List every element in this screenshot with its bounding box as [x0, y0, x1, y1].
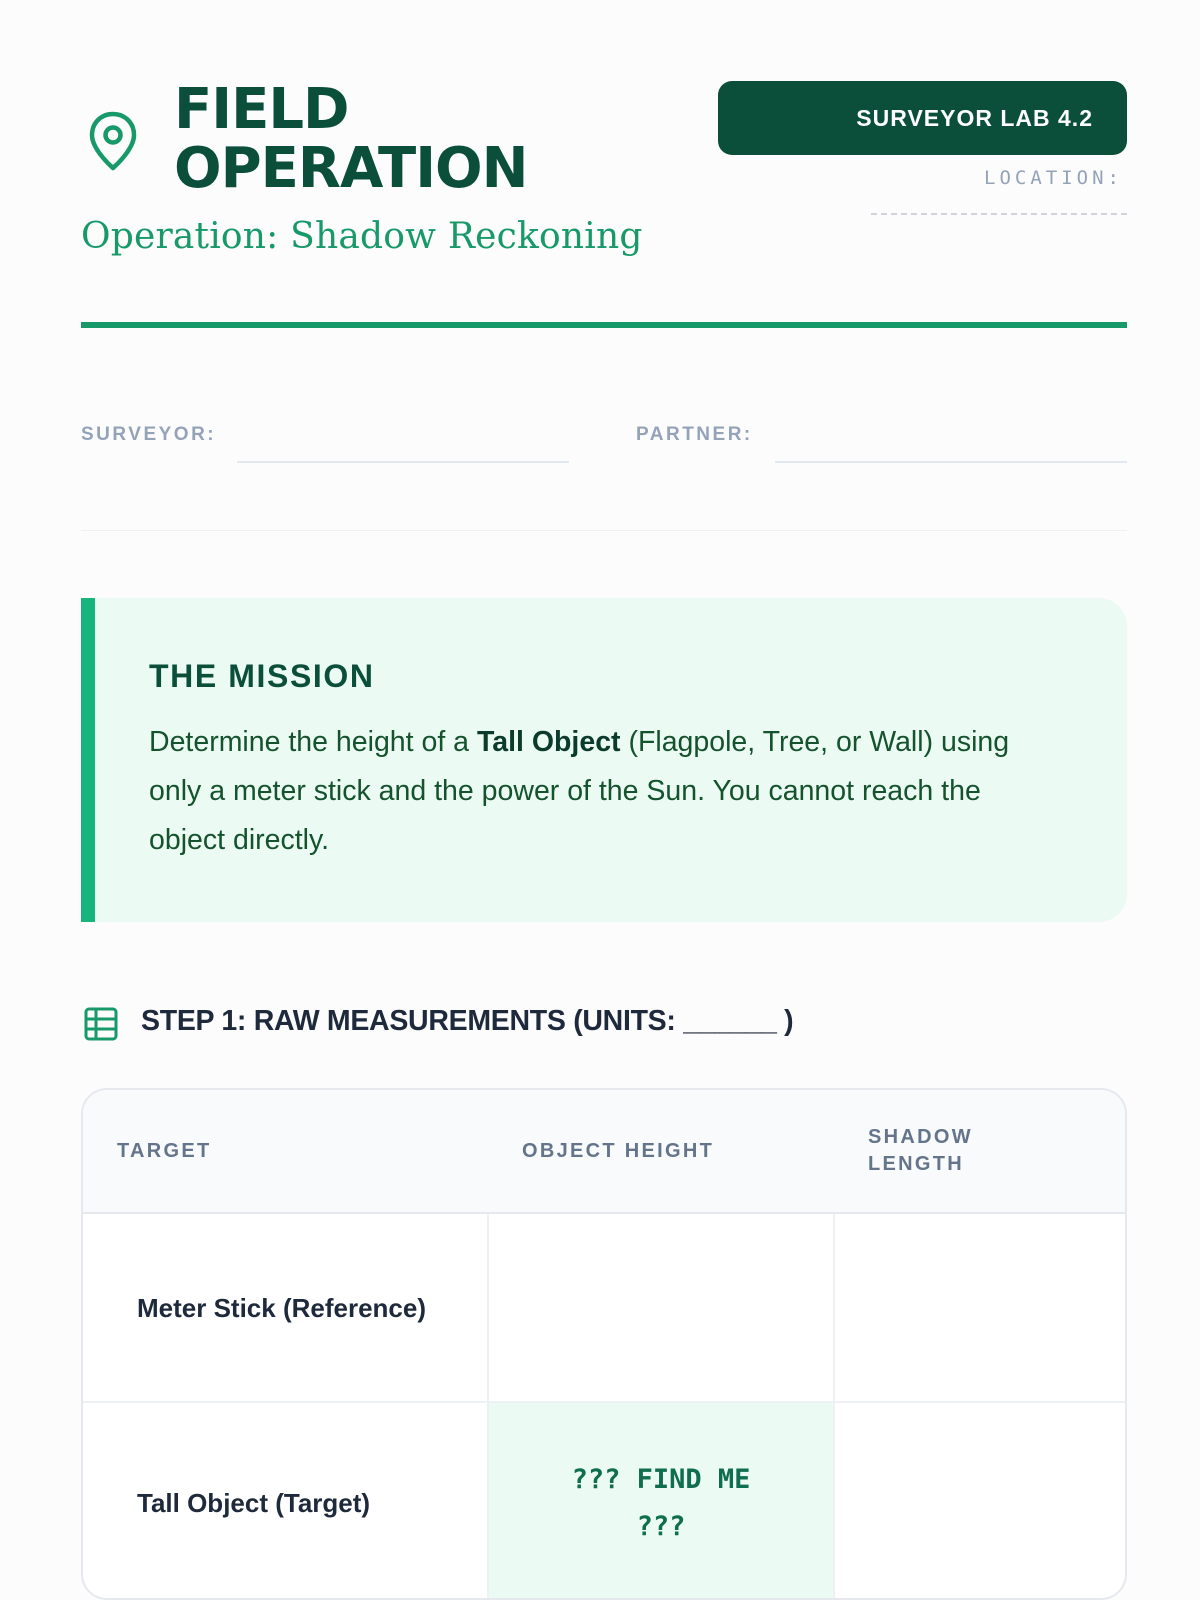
- mission-text-bold: Tall Object: [476, 726, 621, 758]
- field-operation-worksheet: [81, 0, 1127, 1600]
- header-divider: [81, 322, 1127, 328]
- raw-measurements-table: [81, 1088, 1127, 1600]
- step-1-heading: STEP 1: RAW MEASUREMENTS (UNITS: ______ ): [141, 1005, 794, 1037]
- cell-target: Meter Stick (Reference): [83, 1213, 488, 1402]
- lab-version-badge: SURVEYOR LAB 4.2: [718, 81, 1127, 155]
- location-label: LOCATION:: [984, 167, 1123, 189]
- table-row: [83, 1402, 1125, 1600]
- table-grid-icon: [83, 1006, 119, 1042]
- table-header-row: [83, 1090, 1125, 1213]
- mission-title: THE MISSION: [149, 658, 375, 694]
- mission-text-before: Determine the height of a: [149, 726, 477, 758]
- column-header-object-height: OBJECT HEIGHT: [488, 1090, 834, 1213]
- column-header-shadow-length: [834, 1090, 1125, 1213]
- section-divider: [81, 530, 1127, 531]
- surveyor-underline: [237, 461, 569, 463]
- surveyor-label: SURVEYOR:: [81, 424, 217, 445]
- cell-shadow-length-input[interactable]: [834, 1213, 1125, 1402]
- page-title-line-2: OPERATION: [174, 136, 528, 201]
- table-row: [83, 1213, 1125, 1402]
- partner-underline: [775, 461, 1127, 463]
- partner-field[interactable]: [775, 428, 1127, 458]
- mission-box: [81, 598, 1127, 922]
- map-pin-icon: [87, 110, 139, 172]
- cell-shadow-length-input[interactable]: [834, 1402, 1125, 1600]
- surveyor-field[interactable]: [237, 428, 569, 458]
- page-title: [174, 77, 528, 201]
- cell-target: Tall Object (Target): [83, 1402, 488, 1600]
- cell-object-height-unknown: ??? FIND ME ???: [488, 1402, 834, 1600]
- mission-description: [149, 718, 1049, 865]
- column-header-shadow-length-text: SHADOW LENGTH: [868, 1126, 973, 1175]
- column-header-target: TARGET: [83, 1090, 488, 1213]
- partner-label: PARTNER:: [636, 424, 753, 445]
- location-input-line[interactable]: [871, 213, 1127, 215]
- cell-object-height-input[interactable]: [488, 1213, 834, 1402]
- mission-text-after: (Flagpole, Tree, or Wall) using only a meter stick and the power of the Sun. You cannot reach the object directly.: [149, 726, 1010, 856]
- operation-subtitle: Operation: Shadow Reckoning: [81, 216, 643, 257]
- page-title-line-1: FIELD: [174, 77, 349, 142]
